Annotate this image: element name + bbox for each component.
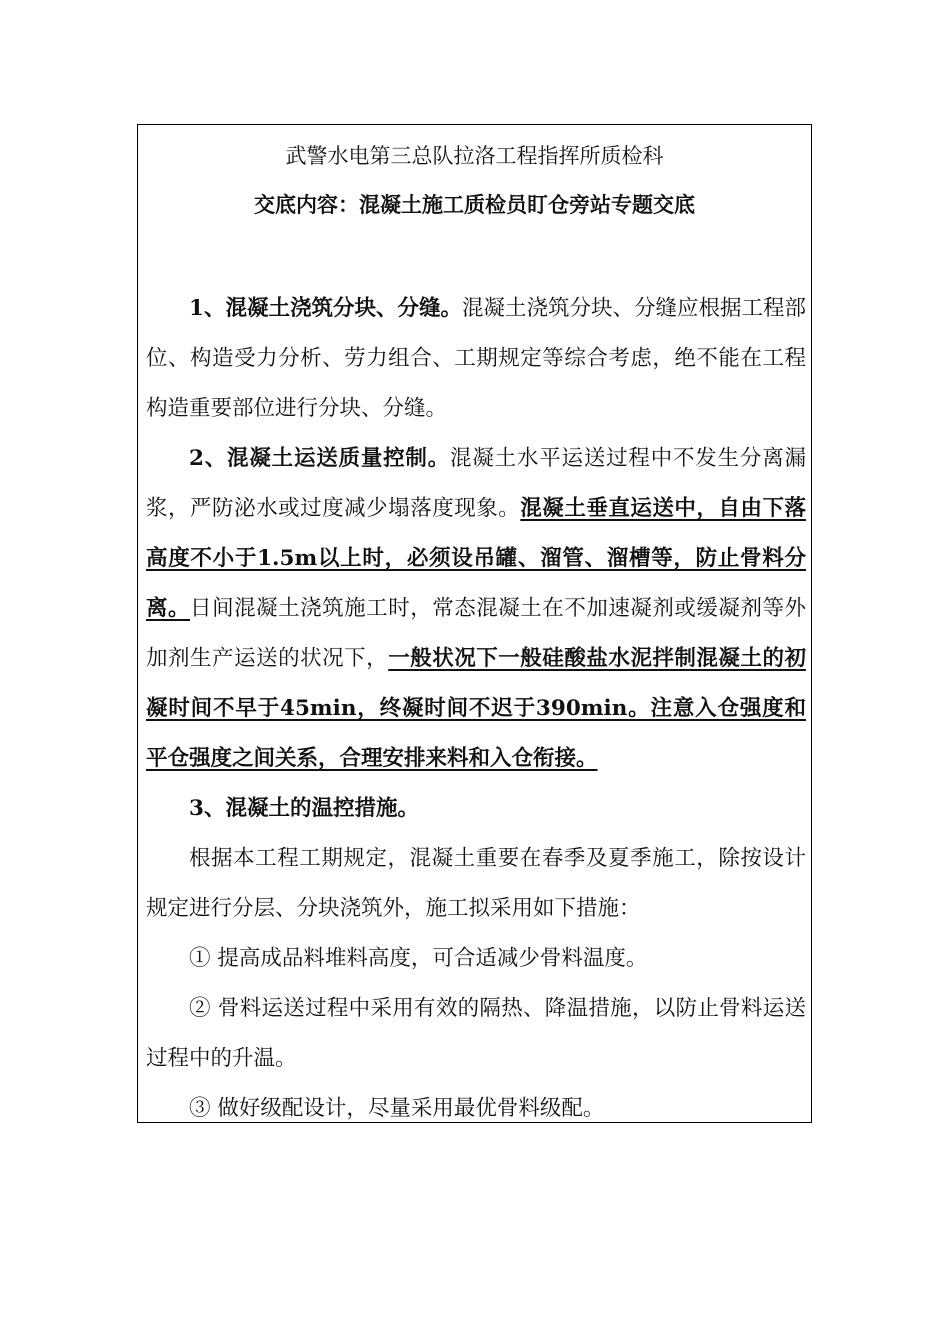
issuing-unit: 武警水电第三总队拉洛工程指挥所质检科: [285, 144, 664, 168]
section-3-intro: 根据本工程工期规定，混凝土重要在春季及夏季施工，除按设计规定进行分层、分块浇筑外，施工拟采用如下措施：: [146, 846, 806, 921]
section-1-text: 混凝土浇筑分块、分缝应根据工程部位、构造受力分析、劳力组合、工期规定等综合考虑，绝不能在工程构造重要部位进行分块、分缝。: [146, 296, 806, 421]
section-2-text-1: 混凝土水平运送过程中不发生分离漏浆，严防泌水或过度减少塌落度现象。: [146, 446, 806, 521]
document-body: [146, 284, 806, 1134]
section-1-paragraph: [146, 284, 806, 434]
measure-item: ② 骨料运送过程中采用有效的隔热、降温措施，以防止骨料运送过程中的升温。: [146, 996, 806, 1071]
measure-item: ① 提高成品料堆料高度，可合适减少骨料温度。: [189, 946, 648, 971]
section-2-emphasis-1: 混凝土垂直运送中，自由下落高度不小于1.5m以上时，必须设吊罐、溜管、溜槽等，防止骨料分离。: [146, 496, 806, 621]
section-1-heading: 1、混凝土浇筑分块、分缝。: [189, 296, 462, 321]
section-2-emphasis-2: 一般状况下一般硅酸盐水泥拌制混凝土的初凝时间不早于45min，终凝时间不迟于390min。注意入仓强度和平仓强度之间关系，合理安排来料和入仓衔接。: [146, 646, 806, 771]
section-2-paragraph: [146, 434, 806, 784]
topic-title: 交底内容：混凝土施工质检员盯仓旁站专题交底: [254, 192, 695, 217]
section-3-heading: 3、混凝土的温控措施。: [189, 796, 419, 821]
measure-item: ③ 做好级配设计，尽量采用最优骨料级配。: [189, 1096, 605, 1121]
section-2-text-2: 日间混凝土浇筑施工时，常态混凝土在不加速凝剂或缓凝剂等外加剂生产运送的状况下，: [146, 596, 806, 671]
section-2-heading: 2、混凝土运送质量控制。: [189, 446, 451, 471]
section-3-heading-paragraph: [146, 784, 806, 834]
document-frame: [137, 124, 812, 1123]
